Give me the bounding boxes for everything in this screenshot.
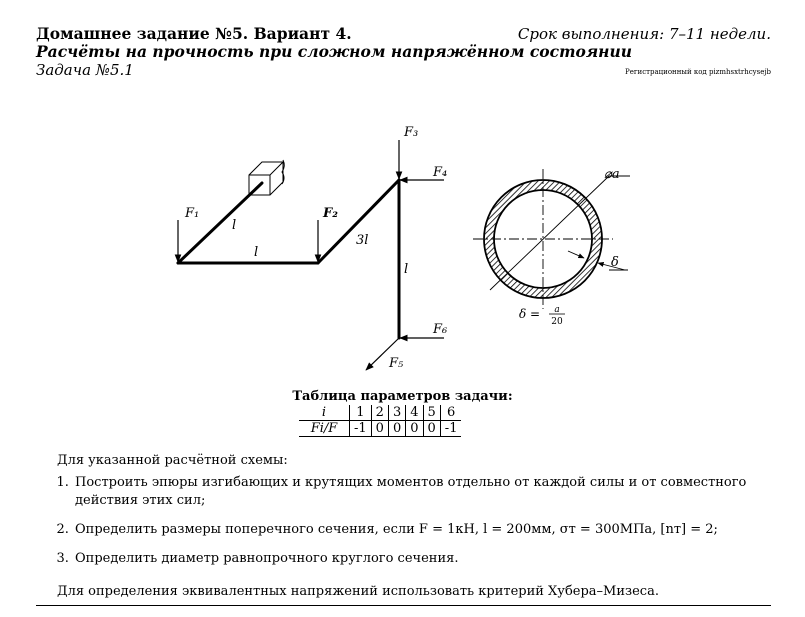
thickness-formula-den: 20 (551, 317, 563, 327)
deadline: Срок выполнения: 7–11 недели. (517, 25, 771, 43)
params-index-cell: 3 (388, 405, 405, 421)
label-f4: F₄ (433, 165, 448, 180)
frame-members (178, 180, 399, 338)
params-index-row (299, 405, 461, 421)
diameter-label: ⌀a (604, 167, 620, 182)
label-length-horizontal: l (254, 245, 259, 260)
label-f1: F₁ (185, 206, 200, 221)
params-value-cell: 0 (423, 421, 440, 437)
label-length-vertical: l (404, 262, 409, 277)
label-f5: F₅ (389, 356, 404, 371)
assignment-subtitle: Расчёты на прочность при сложном напряжённом состоянии (36, 42, 632, 61)
params-index-cell: 5 (423, 405, 440, 421)
member-diagonal (178, 183, 262, 263)
thickness-formula-lhs: δ = (519, 307, 541, 321)
label-f3: F₃ (404, 125, 419, 140)
task-item: 2. Определить размеры поперечного сечения, если F = 1кН, l = 200мм, σт = 300МПа, [nт] = 2; (73, 521, 805, 539)
params-value-cell: 0 (406, 421, 423, 437)
params-value-cell: 0 (388, 421, 405, 437)
params-index-cell: 2 (371, 405, 388, 421)
tube-cross-section (473, 169, 630, 309)
params-index-cell: 4 (406, 405, 423, 421)
intro-text: Для указанной расчётной схемы: (57, 453, 288, 468)
task-list (40, 474, 805, 579)
thickness-formula-num: a (554, 305, 560, 315)
task-number: Задача №5.1 (36, 61, 134, 79)
params-header-label: i (299, 405, 350, 421)
label-length-3l: 3l (356, 233, 369, 248)
params-index-cell: 6 (440, 405, 461, 421)
label-length-diagonal: l (232, 218, 237, 233)
params-value-row (299, 421, 461, 437)
assignment-title: Домашнее задание №5. Вариант 4. (36, 24, 352, 43)
thickness-label: δ (611, 255, 619, 270)
params-index-cell: 1 (350, 405, 372, 421)
outro-text: Для определения эквивалентных напряжений использовать критерий Хубера–Мизеса. (57, 584, 659, 599)
registration-code: Регистрационный код pizmhsxtrhcysejb (625, 68, 771, 76)
label-f6: F₆ (433, 322, 448, 337)
member-inclined (318, 180, 399, 263)
params-value-cell: -1 (440, 421, 461, 437)
label-f2: F₂ (323, 206, 338, 221)
bottom-rule (36, 605, 771, 606)
task-item: 3. Определить диаметр равнопрочного круглого сечения. (73, 550, 805, 568)
task-item: 1. Построить эпюры изгибающих и крутящих моментов отдельно от каждой силы и от совместного действия этих сил; (73, 474, 805, 510)
params-row-label: Fi/F (299, 421, 350, 437)
params-value-cell: 0 (371, 421, 388, 437)
params-table (299, 405, 461, 437)
params-value-cell: -1 (350, 421, 372, 437)
params-table-caption: Таблица параметров задачи: (292, 389, 513, 404)
